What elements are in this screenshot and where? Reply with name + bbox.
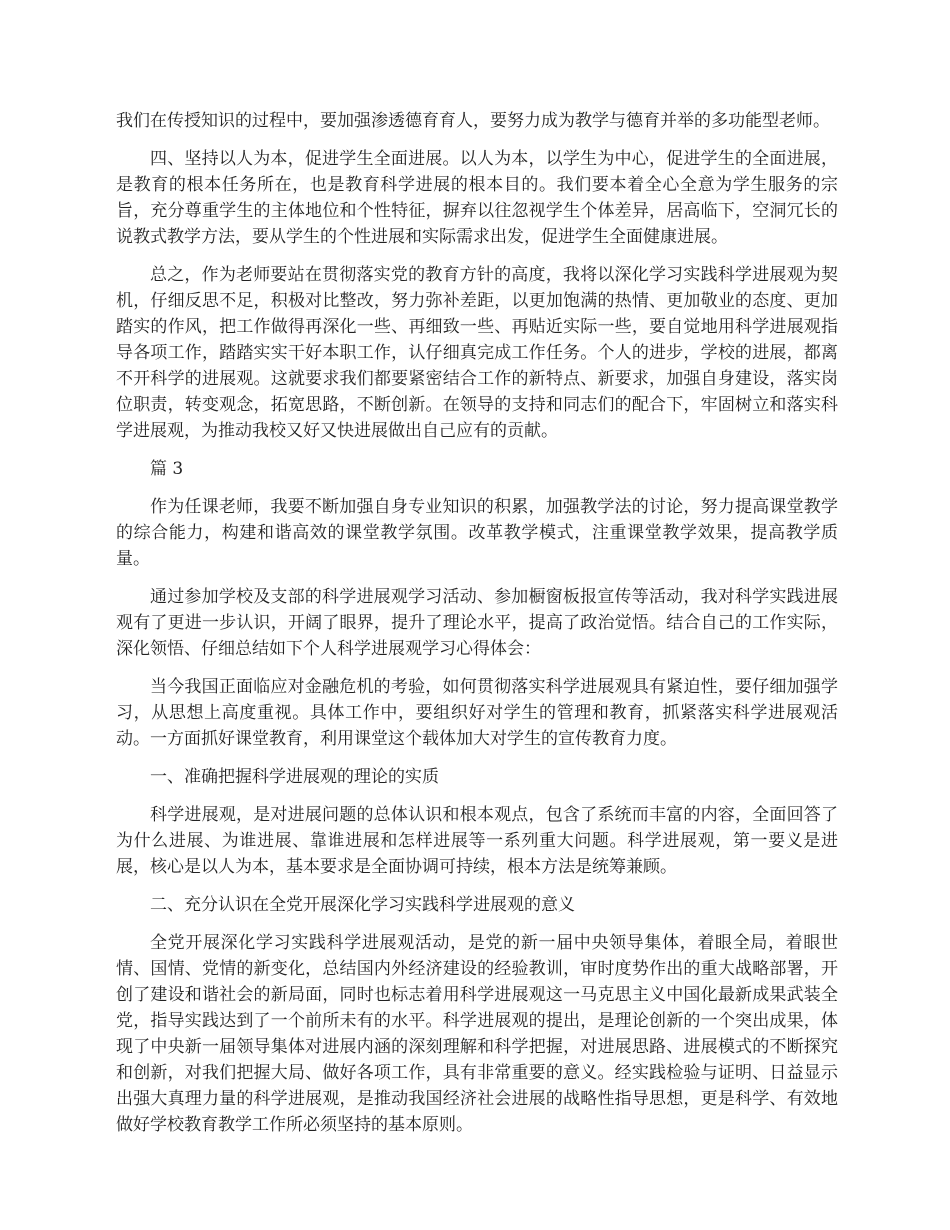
paragraph-study-activities: 通过参加学校及支部的科学进展观学习活动、参加橱窗板报宣传等活动，我对科学实践进展观有了更进一步认识，开阔了眼界，提升了理论水平，提高了政治觉悟。结合自己的工作实际，深化领悟、仔细总结如下个人科学进展观学习心得体会： bbox=[116, 587, 838, 659]
paragraph-point-four: 四、坚持以人为本，促进学生全面进展。以人为本，以学生为中心，促进学生的全面进展，是教育的根本任务所在，也是教育科学进展的根本目的。我们要本着全心全意为学生服务的宗旨，充分尊重学生的主体地位和个性特征，摒弃以往忽视学生个体差异，居高临下，空洞冗长的说教式教学方法，要从学生的个性进展和实际需求出发，促进学生全面健康进展。 bbox=[116, 149, 838, 247]
paragraph-teacher-role: 作为任课老师，我要不断加强自身专业知识的积累，加强教学法的讨论，努力提高课堂教学的综合能力，构建和谐高效的课堂教学氛围。改革教学模式，注重课堂教学效果，提高教学质量。 bbox=[116, 497, 838, 569]
paragraph-scientific-outlook: 科学进展观，是对进展问题的总体认识和根本观点，包含了系统而丰富的内容，全面回答了为什么进展、为谁进展、靠谁进展和怎样进展等一系列重大问题。科学进展观，第一要义是进展，核心是以人为本，基本要求是全面协调可持续，根本方法是统筹兼顾。 bbox=[116, 805, 838, 877]
document-page bbox=[116, 108, 838, 1150]
paragraph-financial-crisis: 当今我国正面临应对金融危机的考验，如何贯彻落实科学进展观具有紧迫性，要仔细加强学习，从思想上高度重视。具体工作中，要组织好对学生的管理和教育，抓紧落实科学进展观活动。一方面抓好课堂教育，利用课堂这个载体加大对学生的宣传教育力度。 bbox=[116, 677, 838, 749]
section-heading-one: 一、准确把握科学进展观的理论的实质 bbox=[150, 767, 439, 787]
paragraph-significance: 全党开展深化学习实践科学进展观活动，是党的新一届中央领导集体，着眼全局，着眼世情、国情、党情的新变化，总结国内外经济建设的经验教训，审时度势作出的重大战略部署，开创了建设和谐社会的新局面，同时也标志着用科学进展观这一马克思主义中国化最新成果武装全党，指导实践达到了一个前所未有的水平。科学进展观的提出，是理论创新的一个突出成果，体现了中央新一届领导集体对进展内涵的深刻理解和科学把握，对进展思路、进展模式的不断探究和创新，对我们把握大局、做好各项工作，具有非常重要的意义。经实践检验与证明、日益显示出强大真理力量的科学进展观，是推动我国经济社会进展的战略性指导思想，更是科学、有效地做好学校教育教学工作所必须坚持的基本原则。 bbox=[116, 933, 838, 1135]
paragraph-conclusion: 总之，作为老师要站在贯彻落实党的教育方针的高度，我将以深化学习实践科学进展观为契机，仔细反思不足，积极对比整改，努力弥补差距，以更加饱满的热情、更加敬业的态度、更加踏实的作风，把工作做得再深化一些、再细致一些、再贴近实际一些，要自觉地用科学进展观指导各项工作，踏踏实实干好本职工作，认仔细真完成工作任务。个人的进步，学校的进展，都离不开科学的进展观。这就要求我们都要紧密结合工作的新特点、新要求，加强自身建设，落实岗位职责，转变观念，拓宽思路，不断创新。在领导的支持和同志们的配合下，牢固树立和落实科学进展观，为推动我校又好又快进展做出自己应有的贡献。 bbox=[116, 265, 838, 441]
section-heading-part-3: 篇 3 bbox=[150, 459, 184, 479]
paragraph-continuation: 我们在传授知识的过程中，要加强渗透德育育人，要努力成为教学与德育并举的多功能型老师。 bbox=[116, 111, 830, 131]
section-heading-two: 二、充分认识在全党开展深化学习实践科学进展观的意义 bbox=[150, 895, 575, 915]
